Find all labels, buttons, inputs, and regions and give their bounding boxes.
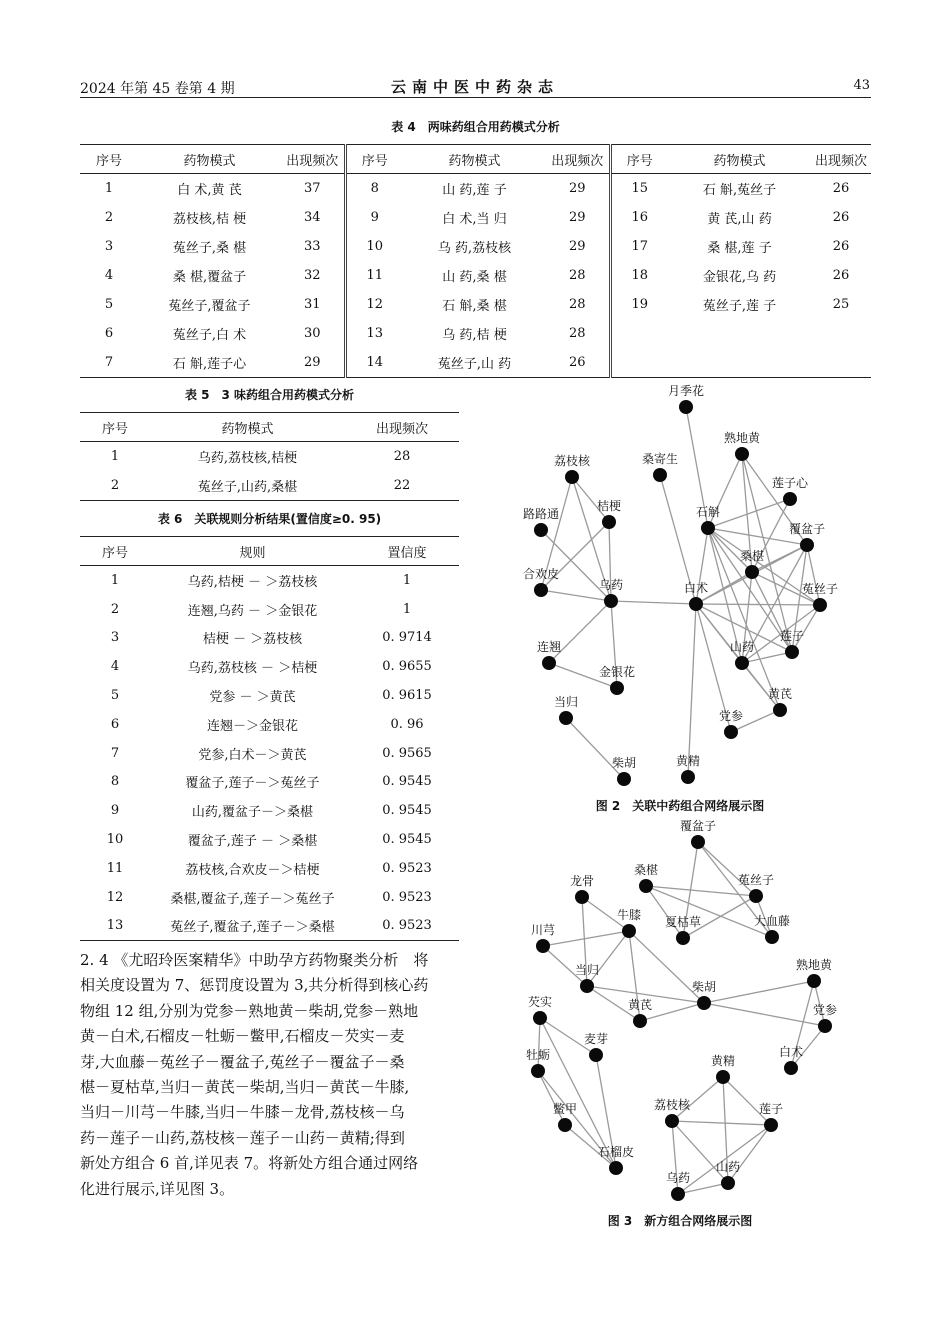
network-node [633, 1014, 647, 1028]
figure2-caption: 图 2 关联中药组合网络展示图 [595, 799, 765, 813]
network-edge [611, 601, 696, 604]
network-node-label: 金银花 [598, 665, 636, 679]
table-cell: 28 [546, 290, 610, 319]
table-cell: 黄 芪,山 药 [707, 212, 772, 227]
network-node [610, 681, 624, 695]
col-header: 序号 [80, 145, 138, 174]
network-edge [704, 981, 814, 1003]
table-cell: 26 [546, 348, 610, 378]
table-cell: 2 [110, 601, 120, 617]
network-node [653, 468, 667, 482]
table-cell: 0. 9565 [382, 745, 432, 761]
table-cell: 菟丝子,桑 椹 [172, 241, 247, 256]
table-cell: 32 [281, 261, 345, 290]
table-cell: 8 [370, 181, 379, 196]
network-node-label: 黄芪 [627, 998, 653, 1012]
table-cell: 0. 9545 [382, 803, 432, 819]
network-node-label: 牛膝 [616, 908, 642, 922]
table-cell: 白 术,黄 芪 [177, 183, 242, 198]
paragraph-line: 新处方组合 6 首,详见表 7。将新处方组合通过网络 [80, 1154, 419, 1173]
body-paragraph [80, 948, 459, 1202]
table-cell: 菟丝子,山 药 [437, 357, 512, 372]
table-row [80, 261, 871, 290]
network-node [749, 889, 763, 903]
network-node [697, 996, 711, 1010]
table4-caption: 表 4 两味药组合用药模式分析 [391, 120, 560, 134]
table-cell: 26 [832, 239, 850, 254]
table4-header-row [80, 145, 871, 174]
network-node-label: 乌药 [598, 578, 624, 592]
paragraph-line: 椹－夏枯草,当归－黄芪－柴胡,当归－黄芪－牛膝, [80, 1078, 410, 1097]
table5-caption: 表 5 3 味药组合用药模式分析 [184, 388, 355, 402]
table-cell: 菟丝子,覆盆子,莲子－＞桑椹 [170, 920, 335, 936]
network-node [665, 1114, 679, 1128]
network-node [580, 979, 594, 993]
network-node [764, 1118, 778, 1132]
network-node-label: 大血藤 [753, 914, 791, 928]
network-node-label: 桑椹 [739, 549, 765, 563]
network-node-label: 山药 [715, 1160, 741, 1174]
paragraph-line: 物组 12 组,分别为党参－熟地黄－柴胡,党参－熟地 [80, 1001, 419, 1020]
table-cell: 1 [104, 181, 114, 196]
table-cell: 0. 9615 [382, 688, 432, 704]
table-cell: 22 [393, 478, 411, 493]
table-cell: 28 [393, 449, 411, 464]
table-cell: 15 [631, 181, 649, 196]
table-cell: 13 [366, 326, 384, 341]
network-node [691, 835, 705, 849]
network-node [671, 1187, 685, 1201]
table-cell: 1 [402, 572, 412, 588]
table-row [80, 290, 871, 319]
table6-header-row [80, 537, 459, 566]
table-cell: 0. 9523 [382, 889, 432, 905]
table-cell: 石 斛,菟丝子 [702, 183, 777, 198]
network-node-label: 柴胡 [691, 980, 717, 994]
network-node-label: 菟丝子 [801, 582, 839, 596]
table-cell: 26 [832, 268, 850, 283]
network-node-label: 芡实 [527, 995, 553, 1009]
table-cell: 白 术,当 归 [442, 212, 507, 227]
network-node-label: 牡蛎 [525, 1048, 551, 1062]
table-cell: 1 [402, 601, 412, 617]
paragraph-line: 药－莲子－山药,荔枝核－莲子－山药－黄精;得到 [80, 1128, 405, 1147]
table-cell: 覆盆子,莲子－＞菟丝子 [185, 776, 320, 792]
network-node-label: 桑椹 [633, 863, 659, 877]
col-header: 序号 [610, 145, 668, 174]
network-node-label: 菟丝子 [737, 873, 775, 887]
network-node-label: 当归 [574, 963, 600, 977]
col-header: 药物模式 [138, 145, 281, 174]
table-cell: 9 [110, 803, 120, 819]
network-node-label: 覆盆子 [788, 522, 826, 536]
table-row [80, 739, 459, 768]
network-node [689, 597, 703, 611]
table-cell: 菟丝子,莲 子 [702, 299, 777, 314]
table-cell: 4 [104, 268, 114, 283]
table-cell: 金银花,乌 药 [702, 270, 777, 285]
table-cell: 5 [110, 688, 120, 704]
network-node [575, 890, 589, 904]
network-node [807, 974, 821, 988]
table-cell [811, 319, 871, 348]
network-node-label: 白术 [683, 581, 709, 595]
table-cell [668, 348, 811, 378]
network-node [745, 565, 759, 579]
table-cell: 29 [546, 232, 610, 261]
network-node [813, 598, 827, 612]
table-row [80, 471, 459, 501]
network-node [531, 1064, 545, 1078]
col-header: 规则 [150, 537, 355, 566]
paragraph-line: 黄－白术,石榴皮－牡蛎－鳖甲,石榴皮－芡实－麦 [80, 1027, 405, 1046]
table-cell: 37 [281, 174, 345, 204]
figure2-network [470, 382, 870, 792]
network-node-label: 连翘 [536, 640, 562, 654]
table-cell: 2 [104, 210, 114, 225]
network-edge [646, 886, 756, 896]
table-cell: 乌药,荔枝核 － ＞桔梗 [187, 661, 318, 677]
network-node-label: 黄精 [710, 1054, 736, 1068]
table-cell [668, 319, 811, 348]
table-cell: 0. 9523 [382, 860, 432, 876]
network-node-label: 石斛 [695, 505, 721, 519]
table-cell: 连翘－＞金银花 [206, 718, 298, 734]
network-edge [538, 1071, 565, 1125]
table-cell: 党参 － ＞黄芪 [209, 690, 296, 706]
table-row [80, 595, 459, 624]
table-row [80, 442, 459, 472]
network-node [735, 656, 749, 670]
table-row [80, 854, 459, 883]
col-header: 出现频次 [811, 145, 871, 174]
network-node-label: 鳖甲 [552, 1102, 578, 1116]
table-cell: 29 [546, 174, 610, 204]
paragraph-line: 当归－川芎－牛膝,当归－牛膝－龙骨,荔枝核－乌 [80, 1103, 405, 1122]
table-cell: 5 [104, 297, 114, 312]
table-cell: 桔梗 － ＞荔枝核 [202, 632, 303, 648]
table5-header-row [80, 413, 459, 442]
network-node [676, 931, 690, 945]
network-node-label: 当归 [553, 695, 579, 709]
network-node-label: 夏枯草 [664, 915, 702, 929]
network-node-label: 莲子心 [771, 476, 809, 490]
table-cell [811, 348, 871, 378]
col-header: 序号 [80, 413, 150, 442]
table-row [80, 232, 871, 261]
network-node-label: 桑寄生 [641, 452, 679, 466]
table-cell: 6 [110, 716, 120, 732]
network-node-label: 熟地黄 [723, 431, 761, 445]
network-node [533, 1011, 547, 1025]
table-cell: 0. 9523 [382, 918, 432, 934]
network-node-label: 龙骨 [569, 874, 595, 888]
network-node-label: 莲子 [779, 629, 805, 643]
table-cell: 乌 药,桔 梗 [442, 328, 507, 343]
network-node-label: 合欢皮 [522, 567, 560, 581]
network-node-label: 路路通 [522, 507, 560, 521]
network-node [604, 594, 618, 608]
network-node-label: 党参 [812, 1003, 838, 1017]
table-cell: 10 [366, 239, 384, 254]
network-node-label: 桔梗 [596, 499, 622, 513]
table-row [80, 348, 871, 378]
network-node-label: 熟地黄 [795, 958, 833, 972]
network-node [785, 645, 799, 659]
table-cell: 31 [281, 290, 345, 319]
network-node [534, 583, 548, 597]
col-header: 出现频次 [345, 413, 459, 442]
table-cell: 乌药,桔梗 － ＞荔枝核 [187, 574, 318, 590]
col-header: 药物模式 [150, 413, 345, 442]
table-cell: 30 [281, 319, 345, 348]
table-cell: 0. 96 [390, 716, 424, 732]
table-row [80, 768, 459, 797]
col-header: 药物模式 [668, 145, 811, 174]
table-cell: 山药,覆盆子－＞桑椹 [191, 805, 314, 821]
network-node-label: 石榴皮 [597, 1145, 635, 1159]
table-row [80, 319, 871, 348]
table-cell: 11 [366, 268, 384, 283]
table-row [80, 710, 459, 739]
table-row [80, 796, 459, 825]
paragraph-line: 化进行展示,详见图 3。 [80, 1179, 235, 1198]
network-node-label: 柴胡 [611, 756, 637, 770]
table-cell: 桑 椹,覆盆子 [172, 270, 247, 285]
table6-caption: 表 6 关联规则分析结果(置信度≥0. 95) [157, 512, 382, 526]
table-cell: 7 [104, 355, 114, 370]
table6 [80, 536, 459, 941]
table-cell: 8 [110, 774, 120, 790]
network-node-label: 莲子 [758, 1102, 784, 1116]
table5 [80, 412, 459, 501]
table-cell: 3 [104, 239, 114, 254]
table-cell: 菟丝子,白 术 [172, 328, 247, 343]
table-row [80, 203, 871, 232]
network-node-label: 覆盆子 [679, 819, 717, 833]
col-header: 出现频次 [281, 145, 345, 174]
network-node-label: 川芎 [530, 923, 556, 937]
table-cell: 29 [281, 348, 345, 378]
paragraph-line: 2. 4 《尤昭玲医案精华》中助孕方药物聚类分析 将 [80, 951, 429, 969]
table-cell: 18 [631, 268, 649, 283]
table-cell: 12 [106, 889, 124, 905]
table-row [80, 624, 459, 653]
paragraph-line: 芽,大血藤－菟丝子－覆盆子,菟丝子－覆盆子－桑 [80, 1052, 405, 1071]
network-node [800, 538, 814, 552]
col-header: 置信度 [355, 537, 459, 566]
network-node [679, 400, 693, 414]
network-node [765, 930, 779, 944]
table-cell: 2 [110, 478, 120, 493]
network-node-label: 山药 [729, 640, 755, 654]
network-node [536, 939, 550, 953]
network-node [622, 924, 636, 938]
table-cell: 荔枝核,桔 梗 [172, 212, 247, 227]
table-cell: 山 药,桑 椹 [442, 270, 507, 285]
table-cell: 13 [106, 918, 124, 934]
network-node [773, 703, 787, 717]
table-cell: 乌 药,荔枝核 [437, 241, 512, 256]
table-cell: 石 斛,莲子心 [172, 357, 247, 372]
table-cell: 26 [832, 181, 850, 196]
header-rule [80, 97, 871, 98]
table-row [80, 652, 459, 681]
network-edge [543, 931, 629, 946]
table-cell: 14 [366, 355, 384, 370]
figure3-network [470, 815, 870, 1205]
table-cell: 党参,白术－＞黄芪 [198, 747, 307, 763]
network-node [565, 470, 579, 484]
journal-title: 云南中医中药杂志 [390, 78, 559, 96]
col-header: 出现频次 [546, 145, 610, 174]
network-node [609, 1161, 623, 1175]
table-cell: 28 [546, 261, 610, 290]
network-edge [696, 604, 820, 605]
network-edge [807, 545, 820, 605]
table-cell: 4 [110, 659, 120, 675]
network-node [558, 1118, 572, 1132]
table-cell [610, 348, 668, 378]
network-node [784, 1061, 798, 1075]
table-cell: 3 [110, 630, 120, 646]
network-node [681, 770, 695, 784]
network-node-label: 黄芪 [767, 687, 793, 701]
table-cell: 菟丝子,山药,桑椹 [197, 480, 298, 495]
network-node-label: 荔枝核 [553, 454, 591, 468]
paragraph-line: 相关度设置为 7、惩罚度设置为 3,共分析得到核心药 [80, 976, 429, 995]
network-node [559, 711, 573, 725]
table-cell: 0. 9714 [382, 630, 432, 646]
network-node [639, 879, 653, 893]
col-header: 序号 [80, 537, 150, 566]
table-cell: 33 [281, 232, 345, 261]
table-cell: 34 [281, 203, 345, 232]
table-row [80, 883, 459, 912]
table-cell: 11 [106, 860, 124, 876]
table-cell: 覆盆子,莲子 － ＞桑椹 [187, 834, 318, 850]
table-row [80, 681, 459, 710]
network-node-label: 荔枝核 [653, 1098, 691, 1112]
network-node [724, 725, 738, 739]
table-cell: 7 [110, 745, 120, 761]
table-cell: 12 [366, 297, 384, 312]
table-cell: 10 [106, 832, 124, 848]
network-node [818, 1019, 832, 1033]
network-edge [672, 1121, 771, 1125]
table-cell: 0. 9545 [382, 832, 432, 848]
issue-info: 2024 年第 45 卷第 4 期 [80, 81, 235, 97]
table-cell: 连翘,乌药 － ＞金银花 [187, 603, 318, 619]
network-edge [688, 604, 696, 777]
table-cell: 荔枝核,合欢皮－＞桔梗 [185, 862, 320, 878]
network-node [589, 1048, 603, 1062]
table-row [80, 912, 459, 941]
table-cell: 0. 9545 [382, 774, 432, 790]
table-cell: 26 [832, 210, 850, 225]
table-cell: 29 [546, 203, 610, 232]
network-edge [587, 931, 629, 986]
table-cell: 1 [110, 449, 120, 464]
network-node [534, 523, 548, 537]
table-cell [610, 319, 668, 348]
table-cell: 桑椹,覆盆子,莲子－＞菟丝子 [170, 891, 335, 907]
table-cell: 6 [104, 326, 114, 341]
network-node-label: 党参 [718, 709, 744, 723]
table-cell: 16 [631, 210, 649, 225]
table-cell: 山 药,莲 子 [442, 183, 507, 198]
table-cell: 9 [370, 210, 379, 225]
table-cell: 1 [110, 572, 120, 588]
network-node-label: 月季花 [667, 384, 705, 398]
network-node [617, 772, 631, 786]
network-node [735, 447, 749, 461]
table-cell: 17 [631, 239, 649, 254]
network-node [602, 515, 616, 529]
network-node [542, 656, 556, 670]
network-edge [698, 842, 756, 896]
table-cell: 乌药,荔枝核,桔梗 [197, 451, 298, 466]
network-edge [728, 1125, 771, 1183]
table-cell: 28 [546, 319, 610, 348]
page-number: 43 [853, 78, 870, 93]
table-cell: 桑 椹,莲 子 [707, 241, 772, 256]
network-node-label: 乌药 [665, 1171, 691, 1185]
table-row [80, 566, 459, 595]
col-header: 药物模式 [403, 145, 546, 174]
network-node-label: 白术 [778, 1045, 804, 1059]
network-node-label: 麦芽 [583, 1032, 609, 1046]
network-node [716, 1070, 730, 1084]
table4 [80, 144, 871, 378]
table-row [80, 174, 871, 204]
table-cell: 菟丝子,覆盆子 [168, 299, 251, 314]
network-node [701, 521, 715, 535]
network-node-label: 黄精 [675, 754, 701, 768]
table-cell: 25 [832, 297, 850, 312]
network-node [783, 492, 797, 506]
table-row [80, 825, 459, 854]
figure3-caption: 图 3 新方组合网络展示图 [607, 1214, 753, 1228]
table-cell: 19 [631, 297, 649, 312]
network-node [721, 1176, 735, 1190]
table-cell: 石 斛,桑 椹 [442, 299, 507, 314]
col-header: 序号 [345, 145, 403, 174]
network-edge [723, 1077, 771, 1125]
network-edge [538, 1018, 540, 1071]
table-cell: 0. 9655 [382, 659, 432, 675]
